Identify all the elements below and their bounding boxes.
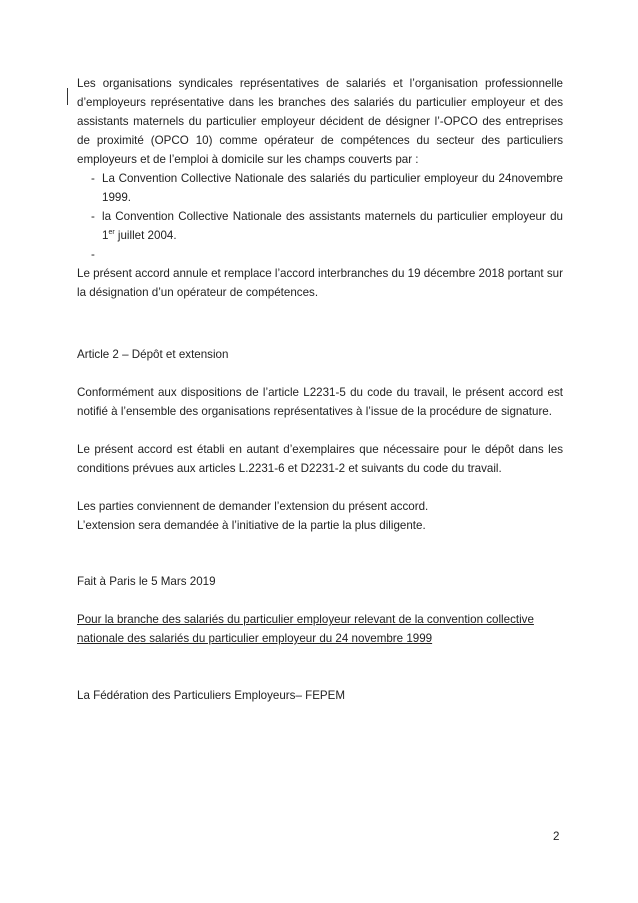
list-item	[77, 207, 563, 245]
list-dash: -	[91, 210, 95, 223]
place-date: Fait à Paris le 5 Mars 2019	[77, 575, 216, 588]
article-2-paragraph-2: Le présent accord est établi en autant d’exemplaires que nécessaire pour le dépôt dans les conditions prévues aux articles L.2231-6 et D2231-2 et suivants du code du travail.	[77, 443, 563, 475]
branch-line-2: nationale des salariés du particulier employeur du 24 novembre 1999	[77, 632, 433, 645]
list-item	[77, 169, 563, 207]
page-number: 2	[553, 830, 560, 843]
list-item-text: la Convention Collective Nationale des assistants maternels du particulier employeur du 1	[102, 210, 563, 242]
list-item-text: La Convention Collective Nationale des salariés du particulier employeur du 24novembre 1999.	[102, 172, 563, 204]
replace-paragraph: Le présent accord annule et remplace l’accord interbranches du 19 décembre 2018 portant sur la désignation d’un opérateur de compétences.	[77, 267, 563, 299]
list-dash: -	[91, 172, 95, 185]
intro-paragraph: Les organisations syndicales représentatives de salariés et l’organisation professionnelle d’employeurs représentative dans les branches des salariés du particulier employeur et des assistants maternels du particulier employeur décident de désigner l’-OPCO des entreprises de proximité (OPCO 10) comme opérateur de compétences du secteur des particuliers employeurs et de l’emploi à domicile sur les champs couverts par :	[77, 77, 563, 166]
list-item-text-end: juillet 2004.	[114, 229, 177, 242]
federation-name: La Fédération des Particuliers Employeurs– FEPEM	[77, 689, 346, 702]
branch-line-1: Pour la branche des salariés du particulier employeur relevant de la convention collective	[77, 613, 534, 626]
article-2-paragraph-3	[77, 497, 563, 535]
extension-line-1: Les parties conviennent de demander l’extension du présent accord.	[77, 500, 429, 513]
article-2-heading: Article 2 – Dépôt et extension	[77, 348, 229, 361]
intro-list	[77, 169, 563, 264]
ordinal-superscript: er	[108, 229, 115, 237]
text-cursor	[67, 88, 68, 105]
article-2-paragraph-1: Conformément aux dispositions de l’article L2231-5 du code du travail, le présent accord est notifié à l’ensemble des organisations représentatives à l’issue de la procédure de signature.	[77, 386, 563, 418]
empty-list-dash: -	[91, 248, 95, 261]
extension-line-2: L’extension sera demandée à l’initiative de la partie la plus diligente.	[77, 519, 426, 532]
branch-designation	[77, 610, 563, 648]
